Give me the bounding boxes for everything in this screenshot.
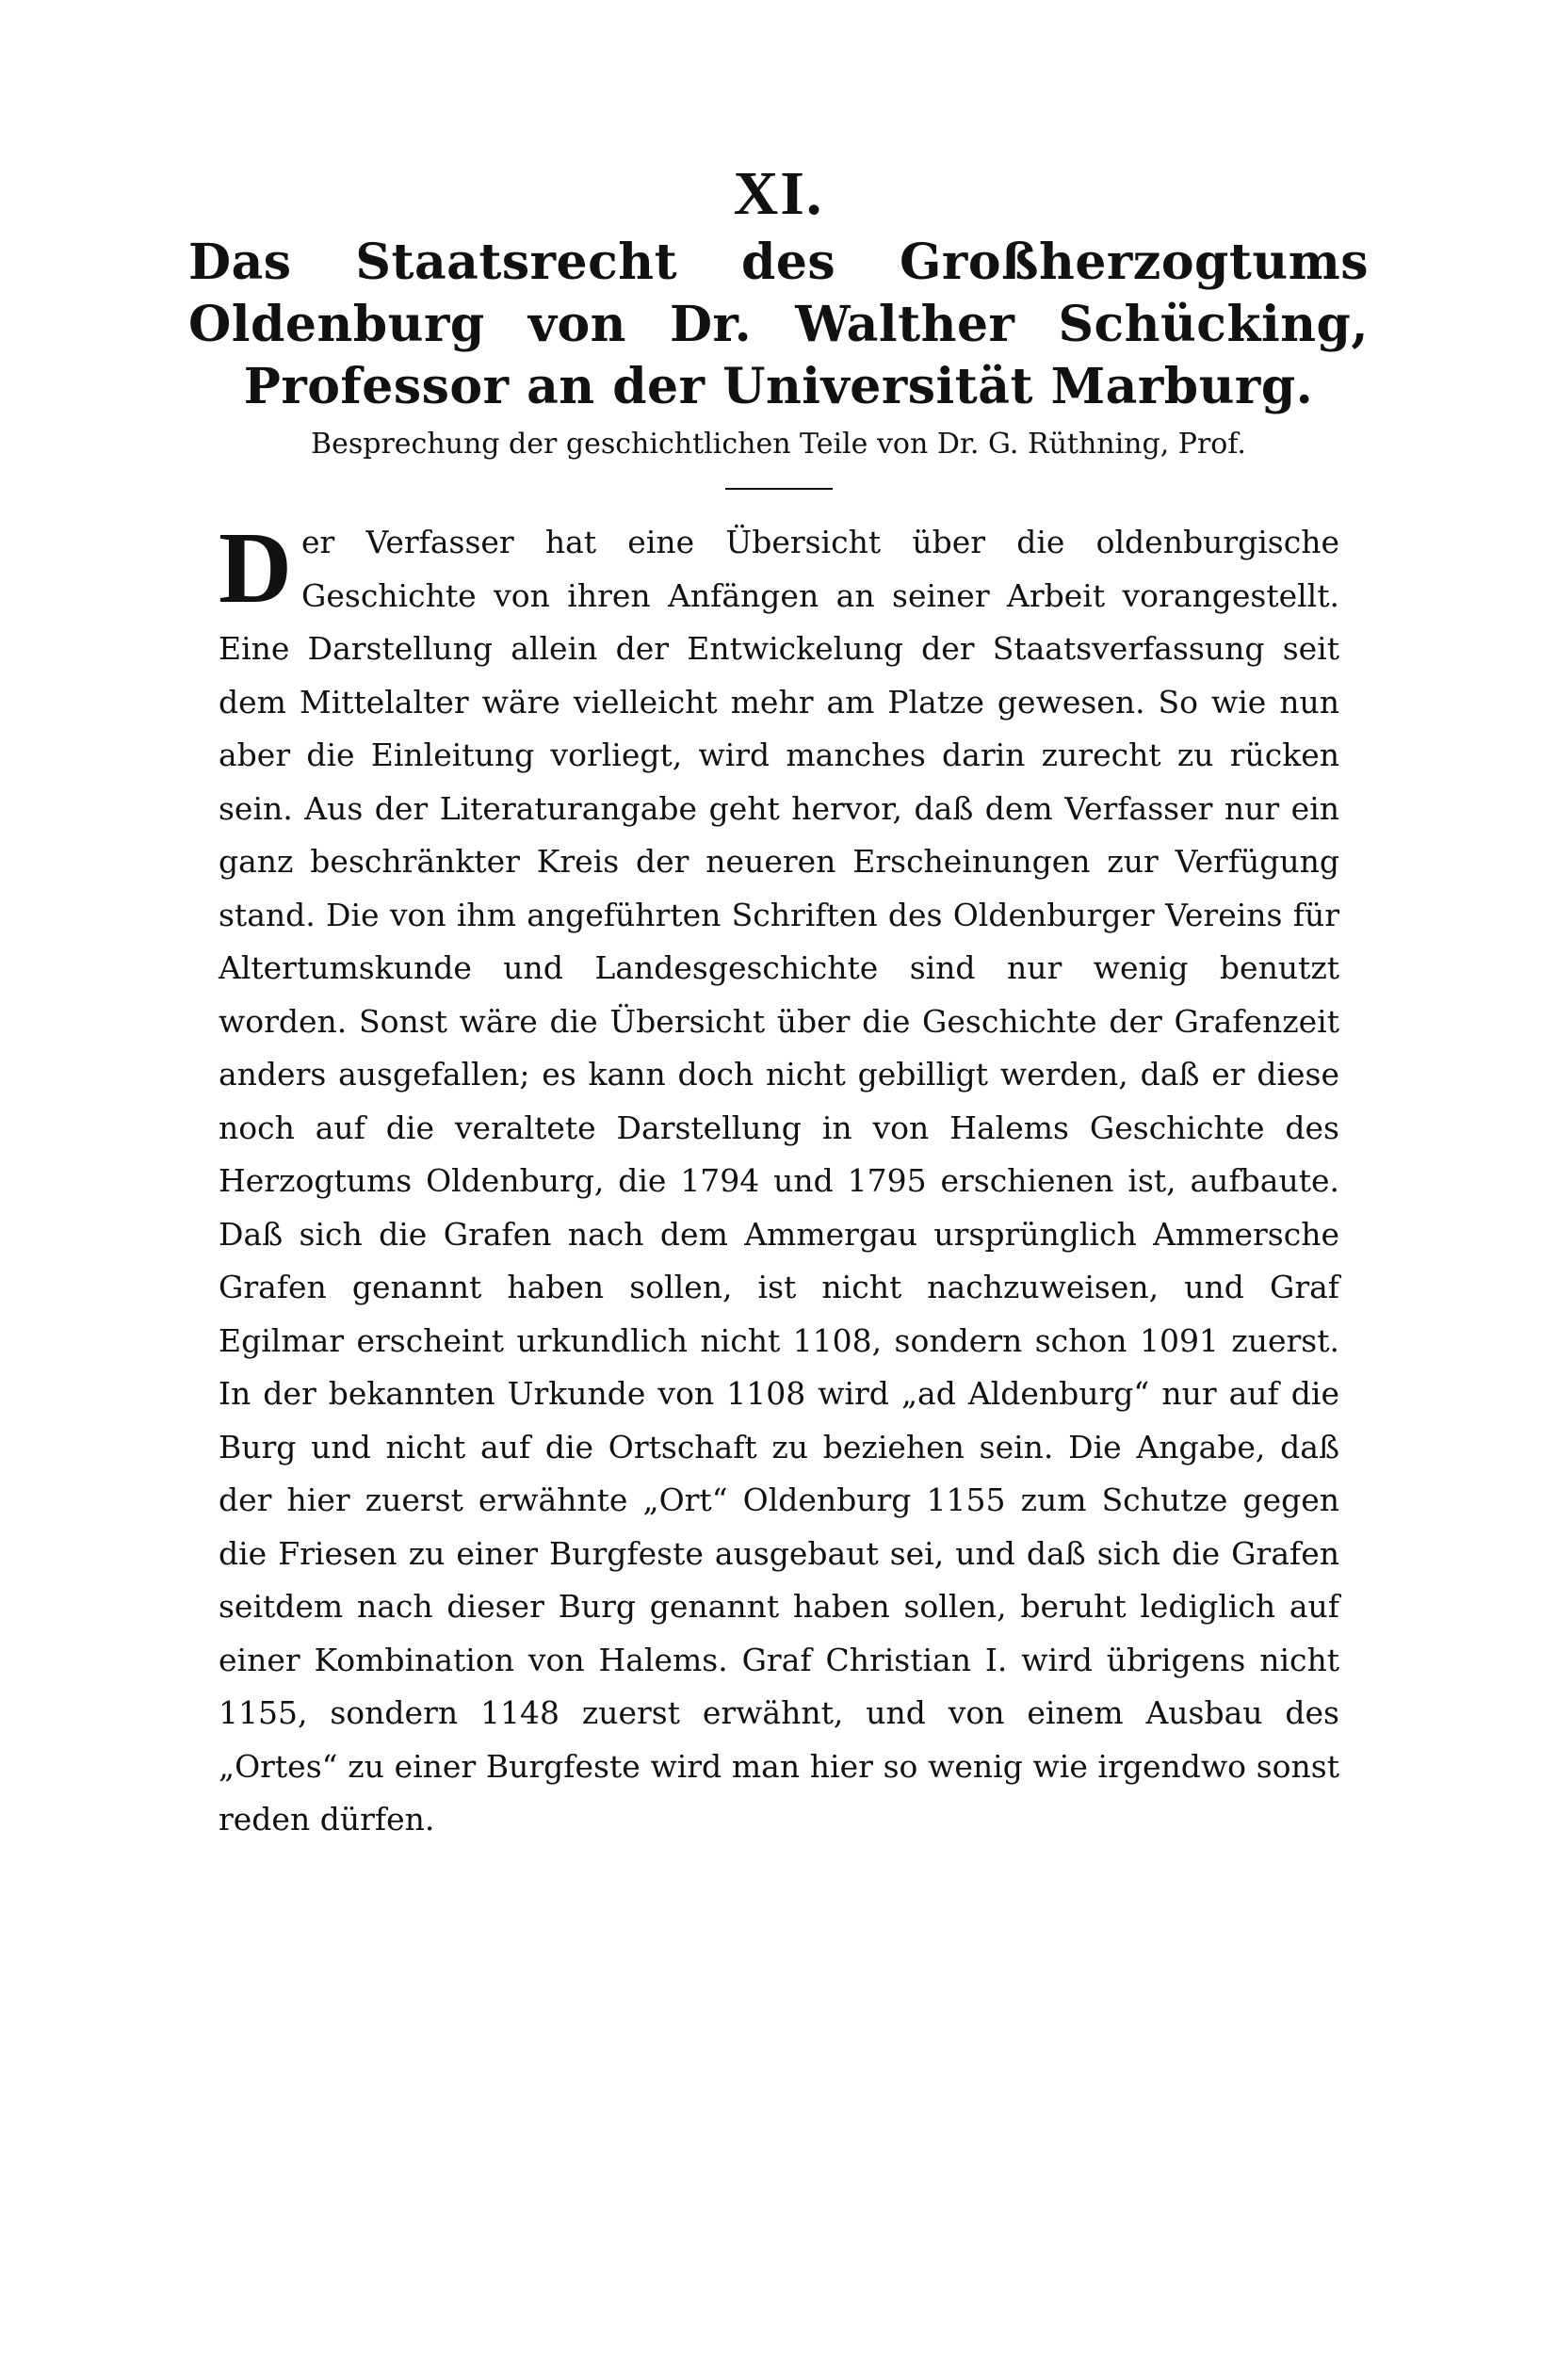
drop-cap-initial: D [219, 512, 292, 624]
review-subtitle: Besprechung der geschichtlichen Teile von Dr. G. Rüthning, Prof. [311, 428, 1246, 461]
body-paragraph-text: er Verfasser hat eine Übersicht über die oldenburgische Geschichte von ihren Anfängen an seiner Arbeit vorangestellt. Eine Darstellung allein der Entwickelung der Staatsverfassung seit dem Mittelalter wäre vielleicht mehr am Platze gewesen. So wie nun aber die Einleitung vorliegt, wird manches darin zurecht zu rücken sein. Aus der Literaturangabe geht hervor, daß dem Verfasser nur ein ganz beschränkter Kreis der neueren Erscheinungen zur Verfügung stand. Die von ihm angeführten Schriften des Oldenburger Vereins für Altertumskunde und Landesgeschichte sind nur wenig benutzt worden. Sonst wäre die Übersicht über die Geschichte der Grafenzeit anders ausgefallen; es kann doch nicht gebilligt werden, daß er diese noch auf die veraltete Darstellung in von Halems Geschichte des Herzogtums Oldenburg, die 1794 und 1795 erschienen ist, aufbaute. Daß sich die Grafen nach dem Ammergau ursprünglich Ammersche Grafen genannt haben sollen, ist nicht nachzuweisen, und Graf Egilmar erscheint urkundlich nicht 1108, sondern schon 1091 zuerst. In der bekannten Urkunde von 1108 wird „ad Aldenburg“ nur auf die Burg und nicht auf die Ortschaft zu beziehen sein. Die Angabe, daß der hier zuerst erwähnte „Ort“ Oldenburg 1155 zum Schutze gegen die Friesen zu einer Burgfeste ausgebaut sei, und daß sich die Grafen seitdem nach dieser Burg genannt haben sollen, beruht lediglich auf einer Kombination von Halems. Graf Christian I. wird übrigens nicht 1155, sondern 1148 zuerst erwähnt, und von einem Ausbau des „Ortes“ zu einer Burgfeste wird man hier so wenig wie irgendwo sonst reden dürfen. [219, 524, 1339, 1838]
body-paragraph [219, 512, 1339, 1847]
chapter-number: XI. [733, 159, 824, 228]
title-separator-rule [725, 488, 833, 490]
chapter-title: Das Staatsrecht des Großherzogtums Oldenburg von Dr. Walther Schücking, Professor an der Universität Marburg. [188, 234, 1369, 415]
